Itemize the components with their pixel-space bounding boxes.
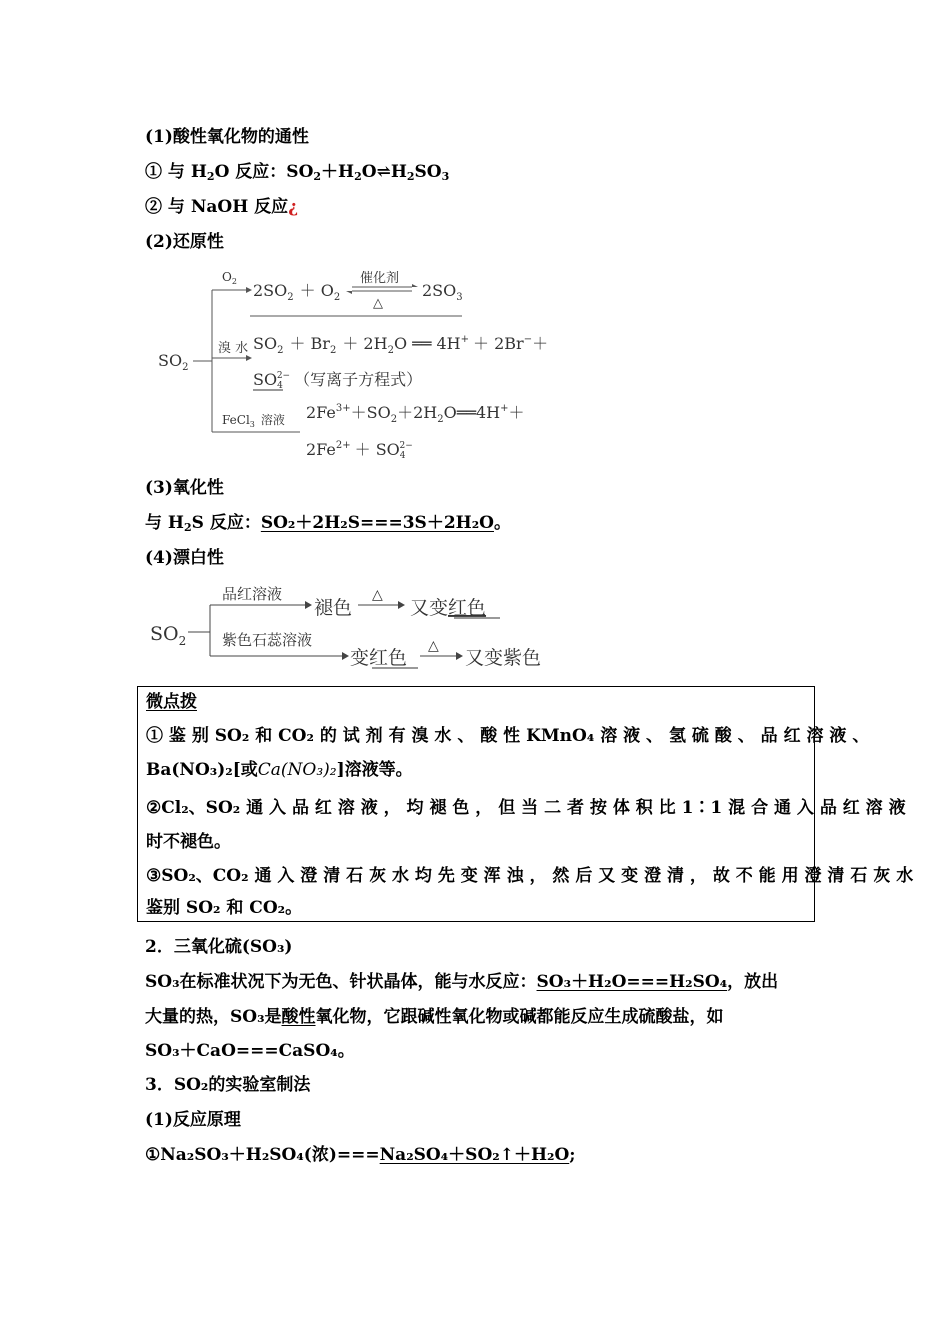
result-fade: 褪色: [314, 597, 353, 619]
heat-label: △: [373, 296, 383, 311]
after-red: 又变红色: [410, 597, 487, 619]
diagram-so2: $SO_2$: [158, 351, 189, 373]
branch-o2-label: $O_2$: [222, 270, 237, 286]
tip-line-3: ②Cl₂、SO₂ 通 入 品 红 溶 液 ， 均 褪 色 ， 但 当 二 者 按 体 积 比 1∶1 混 合 通 入 品 红 溶 液: [146, 798, 906, 818]
sec2-para-2: 大量的热，SO₃是酸性氧化物，它跟碱性氧化物或碱都能反应生成硫酸盐，如: [145, 1007, 724, 1027]
sec2-para-1: SO₃在标准状况下为无色、针状晶体，能与水反应：SO₃＋H₂O===H₂SO₄，放出: [145, 972, 779, 992]
sec3-subheading: (1)反应原理: [145, 1110, 241, 1130]
result-turn-red: 变红色: [350, 647, 408, 669]
s3-reaction: 与 $H_2S$ 反应：SO₂＋2H₂S===3S＋2H₂O。: [145, 513, 511, 534]
s1-title: (1)酸性氧化物的通性: [145, 127, 309, 147]
eq3: $2Fe^{3+}+SO_2+2H_2O══4H^++$: [306, 403, 525, 425]
s3-title: (3)氧化性: [145, 478, 224, 498]
s2-title: (2)还原性: [145, 232, 224, 252]
eq3-line2: $2Fe^{2+} + SO42-$: [306, 440, 413, 461]
heat-2: △: [428, 638, 439, 654]
reagent-litmus: 紫色石蕊溶液: [222, 631, 313, 649]
heat-1: △: [372, 587, 383, 603]
eq1-product: $2SO_3$: [422, 281, 463, 303]
branch-fecl3-label: FeCl$_3$ 溶液: [222, 413, 285, 429]
s1-reaction-naoh: ② 与 NaOH 反应¿: [145, 197, 299, 217]
tip-line-6: 鉴别 SO₂ 和 CO₂。: [146, 898, 303, 918]
sec2-heading: 2．三氧化硫(SO₃): [145, 937, 293, 957]
eq2: $SO_2 + Br_2 + 2H_2O$ ══ 4H+ ＋ 2Br−＋: [253, 334, 549, 356]
sec2-para-3: SO₃＋CaO===CaSO₄。: [145, 1041, 355, 1061]
tip-box: [137, 686, 914, 922]
tip-title: 微点拨: [146, 692, 197, 712]
tip-line-5: ③SO₂、CO₂ 通 入 澄 清 石 灰 水 均 先 变 浑 浊 ， 然 后 又 变 澄 清 ， 故 不 能 用 澄 清 石 灰 水: [146, 866, 914, 886]
sec3-heading: 3．SO₂的实验室制法: [145, 1075, 311, 1095]
tip-line-2: Ba(NO₃)₂[或Ca(NO₃)₂]溶液等。: [146, 760, 413, 780]
sec3-equation: ①Na₂SO₃＋H₂SO₄(浓)===Na₂SO₄＋SO₂↑＋H₂O;: [145, 1145, 576, 1165]
bleach-so2: $SO_2$: [150, 623, 187, 648]
after-purple: 又变紫色: [465, 647, 542, 669]
branch-bromine-label: 溴 水: [218, 341, 249, 356]
eq1: $2SO_2 + O_2$: [253, 281, 341, 303]
eq2-line2: SO42− （写离子方程式）: [253, 370, 423, 391]
s1-reaction-water: ① 与 $H_2O$ 反应：$SO_2+H_2O\rightleftharpoons H_2SO_3$: [145, 162, 450, 183]
missing-mark: ¿: [288, 197, 299, 217]
s4-title: (4)漂白性: [145, 548, 224, 568]
tip-line-1: ① 鉴 别 SO₂ 和 CO₂ 的 试 剂 有 溴 水 、 酸 性 KMnO₄ 溶 液 、 氢 硫 酸 、 品 红 溶 液 、: [146, 726, 870, 746]
tip-line-4: 时不褪色。: [146, 832, 231, 852]
reagent-magenta: 品红溶液: [222, 585, 283, 603]
catalyst-label: 催化剂: [360, 271, 400, 286]
